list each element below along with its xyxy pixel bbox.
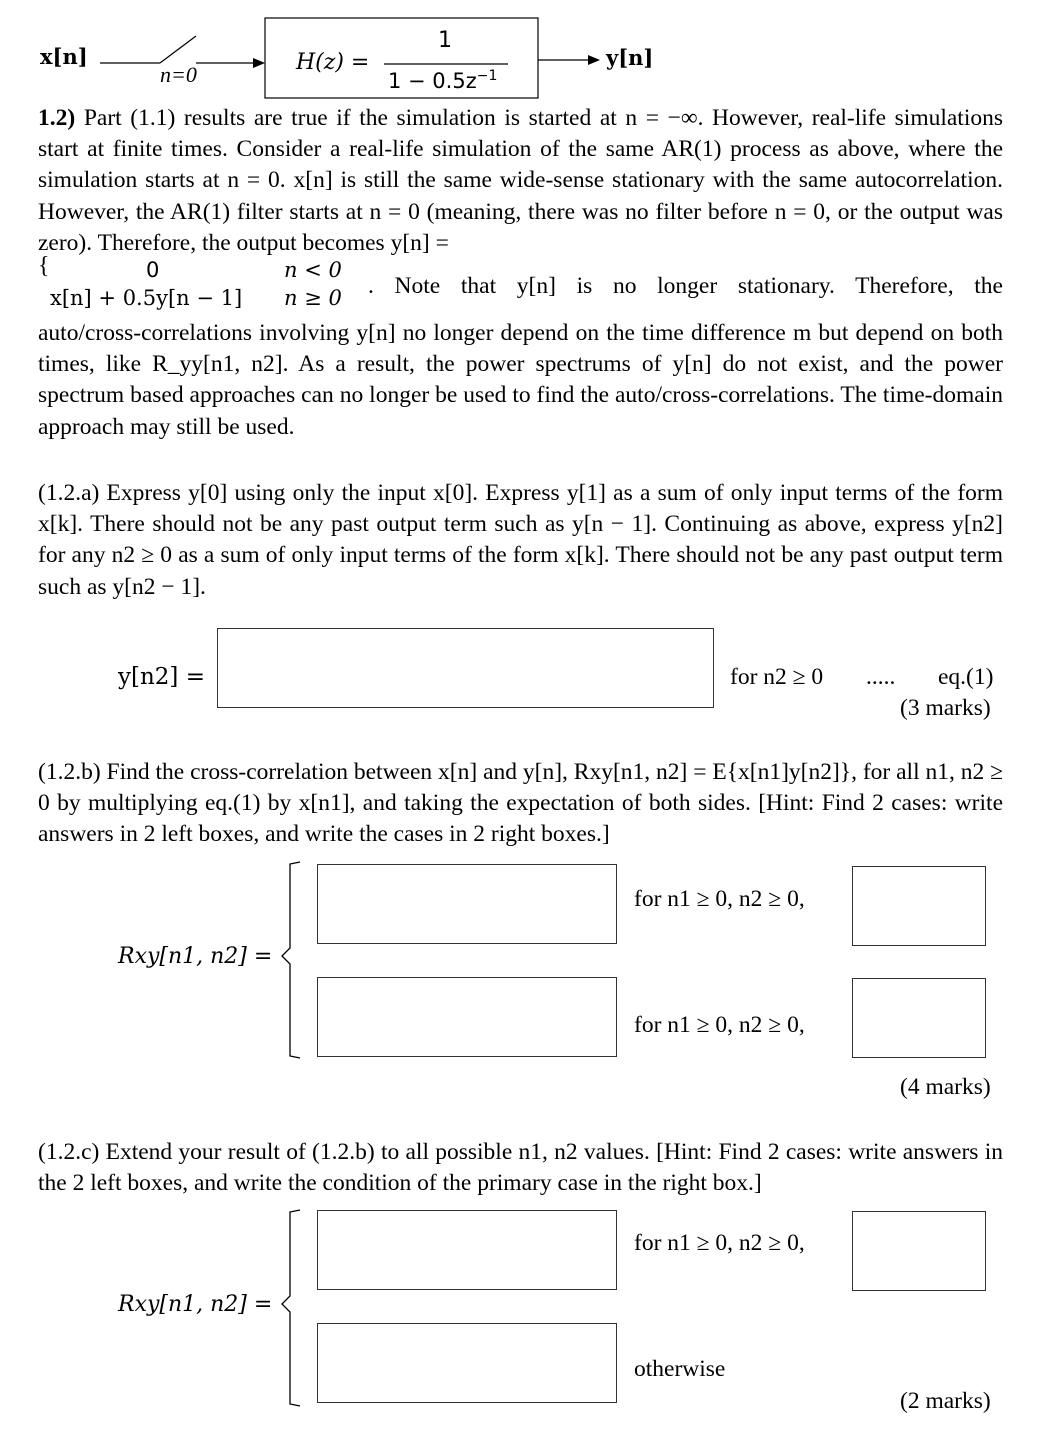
part-c-answer-box-2[interactable] (317, 1323, 617, 1403)
part-b-marks: (4 marks) (900, 1074, 991, 1100)
piece-bottom-value: x[n] + 0.5y[n − 1] (50, 286, 243, 310)
output-label: y[n] (606, 45, 654, 70)
part-c-lhs: Rxy[n1, n2] = (118, 1292, 273, 1317)
part-a-eq-ref: eq.(1) (938, 664, 994, 690)
filter-numerator: 1 (438, 28, 452, 53)
filter-denominator: $1 - 0.5z^{-1}$ (388, 68, 498, 93)
after-piece-text: . Note that y[n] is no longer stationary. Therefore, the (368, 273, 1003, 299)
part-a-dots: ..... (866, 664, 896, 690)
part-a-lhs: y[n2] = (118, 664, 205, 690)
piece-top-cond: n < 0 (284, 258, 342, 282)
piece-bottom-cond: n ≥ 0 (284, 286, 342, 310)
piecewise-brace: { (38, 253, 50, 279)
piece-top-value: 0 (146, 258, 160, 282)
intro-text: Part (1.1) results are true if the simulation is started at n = −∞. However, real-life simulations start at finite times. Consider a real-life simulation of the same AR(1) process as above, where the simulation starts at n = 0. x[n] is still the same wide-sense stationary with the same autocorrelation. However, the AR(1) filter starts at n = 0 (meaning, there was no filter before n = 0, or the output was zero). Therefore, the output becomes y[n] = (38, 105, 1004, 256)
part-c-case1-cond: for n1 ≥ 0, n2 ≥ 0, (634, 1230, 805, 1256)
part-a-marks: (3 marks) (900, 695, 991, 721)
switch-label: n=0 (160, 62, 197, 87)
input-label: x[n] (40, 44, 88, 69)
part-c-case2-cond: otherwise (634, 1356, 726, 1382)
part-b-case-box-1[interactable] (852, 866, 986, 946)
part-b-case-box-2[interactable] (852, 978, 986, 1058)
part-b-case1-cond: for n1 ≥ 0, n2 ≥ 0, (634, 886, 805, 912)
filter-lhs: H(z) = (296, 50, 370, 75)
part-b-lhs: Rxy[n1, n2] = (118, 944, 273, 969)
part-b-text: (1.2.b) Find the cross-correlation between x[n] and y[n], Rxy[n1, n2] = E{x[n1]y[n2]}, for all n1, n2 ≥ 0 by multiplying eq.(1) by x[n1], and taking the expectation of both sides. [Hint: Find 2 cases: write answers in 2 left boxes, and write the cases in 2 right boxes.] (38, 759, 1003, 848)
part-number: 1.2) (38, 105, 76, 131)
part-c-text: (1.2.c) Extend your result of (1.2.b) to all possible n1, n2 values. [Hint: Find 2 cases: write answers in the 2 left boxes, and write the condition of the primary case in the right box.] (38, 1139, 1003, 1197)
part-c-answer-box-1[interactable] (317, 1210, 617, 1290)
part-c-case-box-1[interactable] (852, 1211, 986, 1291)
intro-rest-text: auto/cross-correlations involving y[n] no longer depend on the time difference m but depend on both times, like R_yy[n1, n2]. As a result, the power spectrums of y[n] do not exist, and the power spectrum based approaches can no longer be used to find the auto/cross-correlations. The time-domain approach may still be used. (38, 320, 1003, 440)
part-c-question (38, 1137, 1003, 1199)
part-b-answer-box-1[interactable] (317, 864, 617, 944)
part-a-text: (1.2.a) Express y[0] using only the input x[0]. Express y[1] as a sum of only input terms of the form x[k]. There should not be any past output term such as y[n − 1]. Continuing as above, express y[n2] for any n2 ≥ 0 as a sum of only input terms of the form x[k]. There should not be any past output term such as y[n2 − 1]. (38, 480, 1003, 600)
part-b-answer-box-2[interactable] (317, 977, 617, 1057)
part-c-marks: (2 marks) (900, 1388, 991, 1414)
part-a-condition: for n2 ≥ 0 (730, 664, 824, 690)
part-b-case2-cond: for n1 ≥ 0, n2 ≥ 0, (634, 1012, 805, 1038)
